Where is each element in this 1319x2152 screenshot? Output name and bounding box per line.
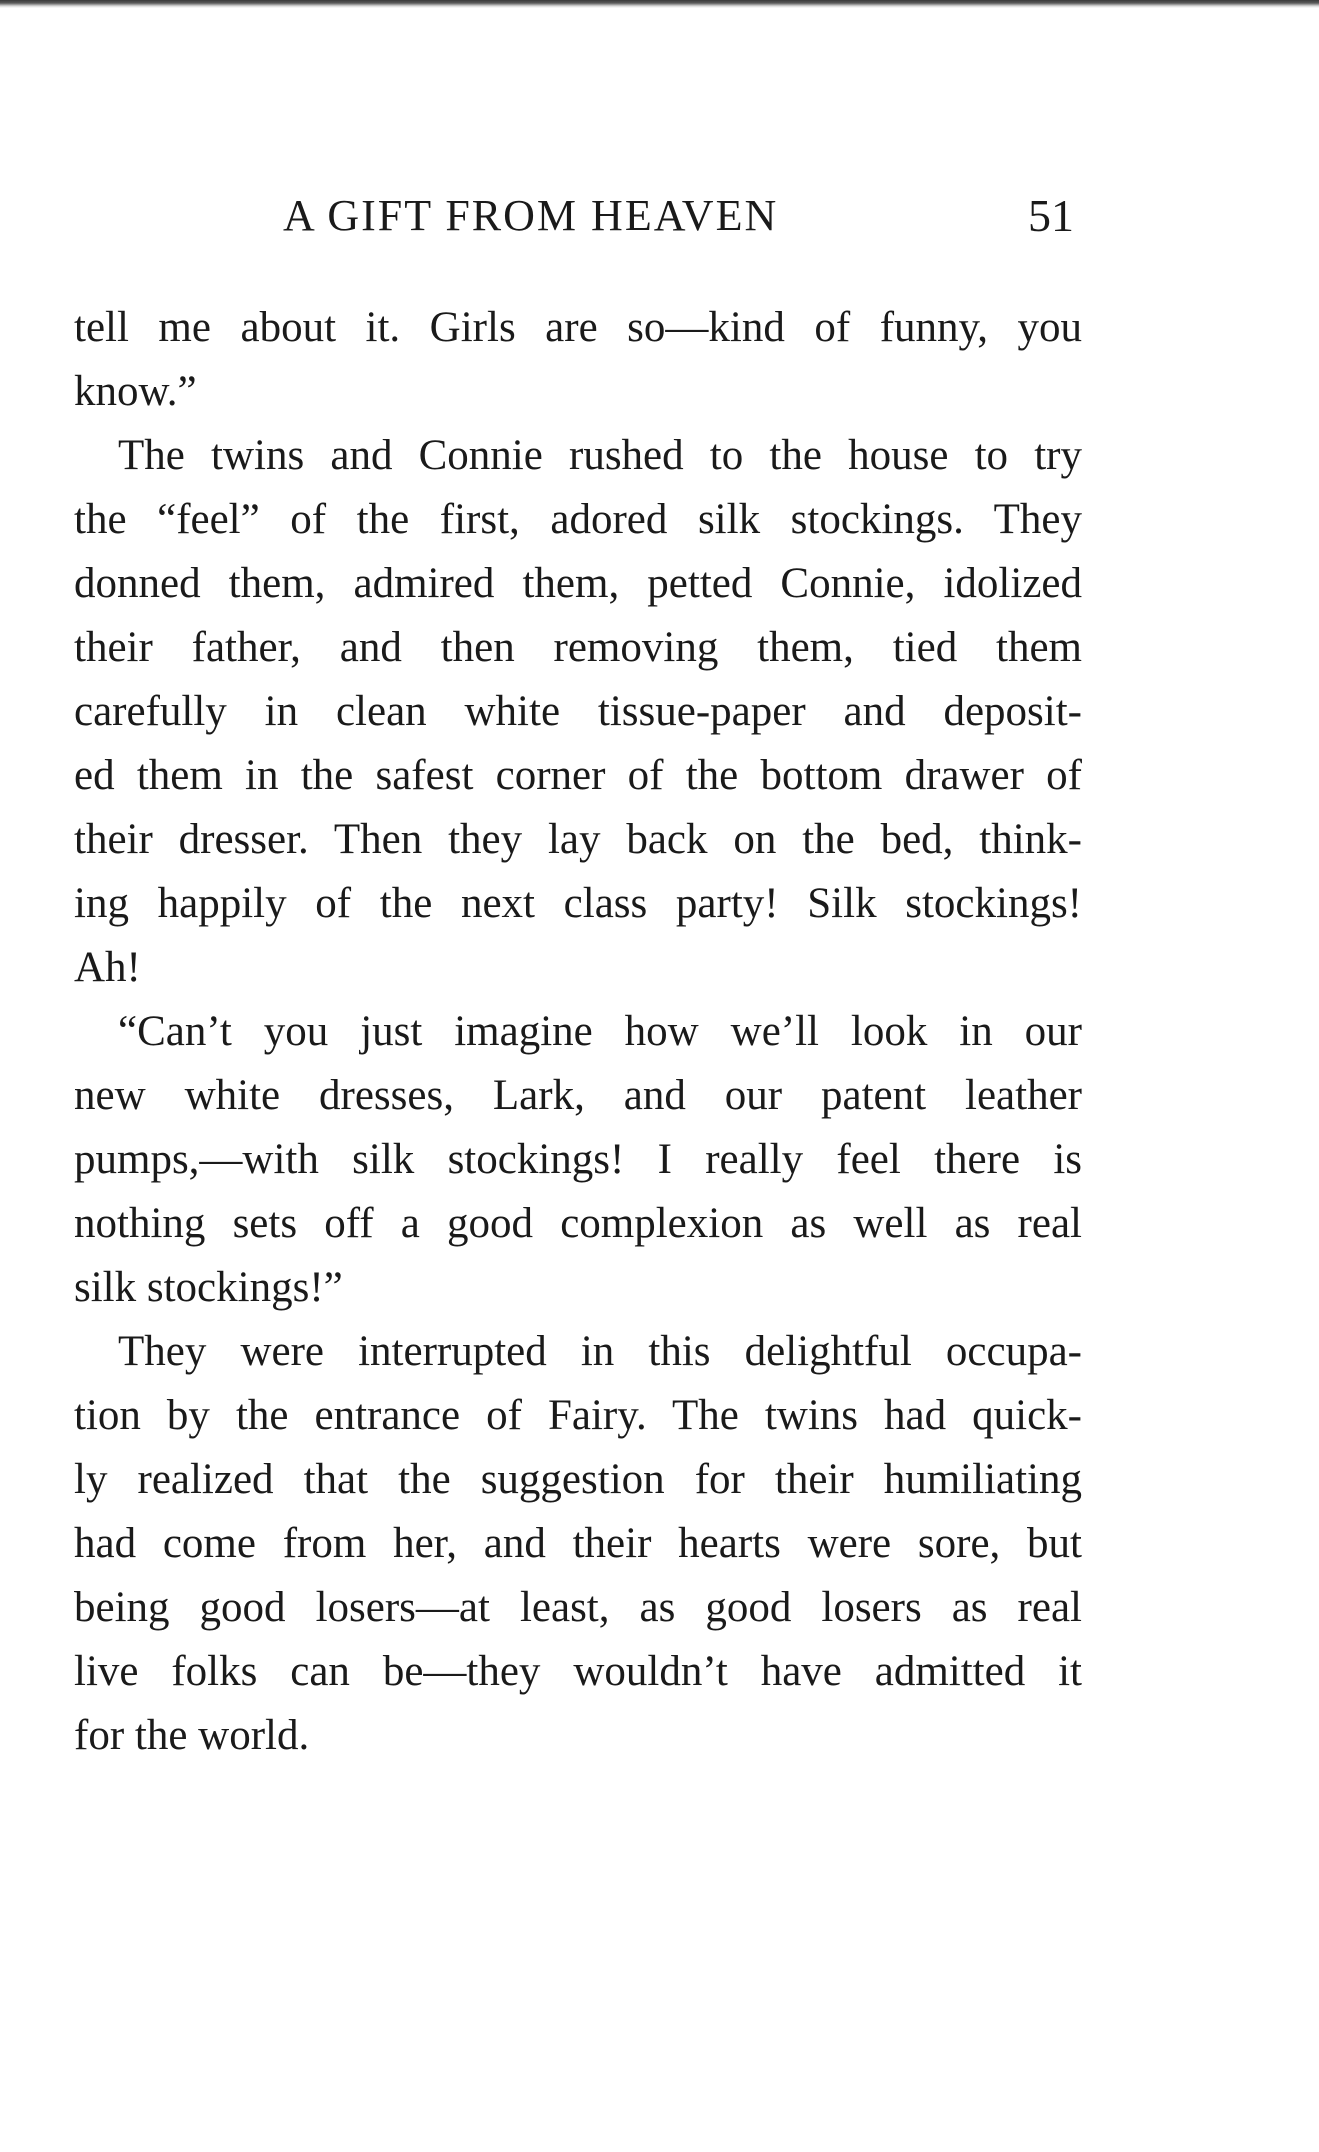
text-line: tell me about it. Girls are so—kind of funny, you xyxy=(74,304,1082,351)
text-line: tion by the entrance of Fairy. The twins had quick- xyxy=(74,1392,1082,1439)
text-line: Ah! xyxy=(74,944,141,991)
body-text xyxy=(74,296,1082,1768)
text-line: donned them, admired them, petted Connie, idolized xyxy=(74,560,1082,607)
paragraph xyxy=(74,1320,1082,1768)
paragraph xyxy=(74,424,1082,1000)
text-line: silk stockings!” xyxy=(74,1264,343,1311)
page-header xyxy=(0,186,1319,246)
text-line: their dresser. Then they lay back on the bed, think- xyxy=(74,816,1082,863)
page-number: 51 xyxy=(1028,190,1074,241)
text-line: being good losers—at least, as good losers as real xyxy=(74,1584,1082,1631)
text-line: know.” xyxy=(74,368,197,415)
text-line: live folks can be—they wouldn’t have admitted it xyxy=(74,1648,1082,1695)
text-line: new white dresses, Lark, and our patent leather xyxy=(74,1072,1082,1119)
text-line: the “feel” of the first, adored silk stockings. They xyxy=(74,496,1082,543)
text-line: ing happily of the next class party! Silk stockings! xyxy=(74,880,1082,927)
text-line: nothing sets off a good complexion as well as real xyxy=(74,1200,1082,1247)
text-line: “Can’t you just imagine how we’ll look in our xyxy=(118,1008,1082,1055)
text-line: for the world. xyxy=(74,1712,310,1759)
page-top-edge xyxy=(0,0,1319,8)
text-line: their father, and then removing them, tied them xyxy=(74,624,1082,671)
running-head: A GIFT FROM HEAVEN xyxy=(283,191,779,240)
text-line: ly realized that the suggestion for their humiliating xyxy=(74,1456,1082,1503)
paragraph xyxy=(74,296,1082,424)
text-line: had come from her, and their hearts were sore, but xyxy=(74,1520,1082,1567)
text-line: They were interrupted in this delightful occupa- xyxy=(118,1328,1082,1375)
paragraph xyxy=(74,1000,1082,1320)
text-line: ed them in the safest corner of the bottom drawer of xyxy=(74,752,1082,799)
text-line: carefully in clean white tissue-paper and deposit- xyxy=(74,688,1082,735)
text-line: pumps,—with silk stockings! I really feel there is xyxy=(74,1136,1082,1183)
text-line: The twins and Connie rushed to the house to try xyxy=(118,432,1082,479)
